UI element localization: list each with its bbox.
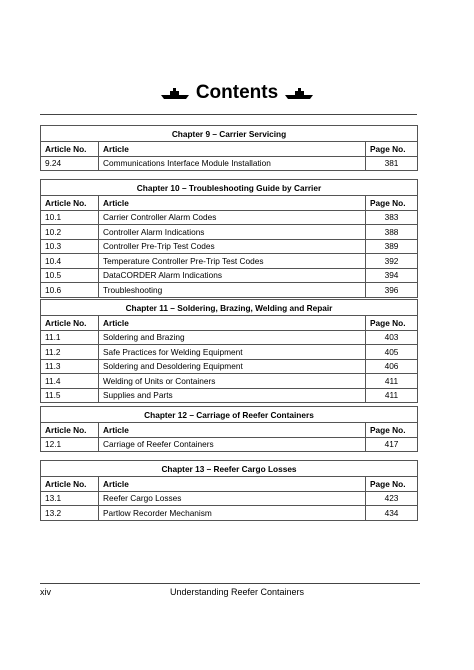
table-row [41,359,418,374]
article-title: Carriage of Reefer Containers [99,437,366,452]
article-number: 10.5 [41,268,99,283]
article-title: Carrier Controller Alarm Codes [99,210,366,225]
article-number: 11.5 [41,388,99,403]
table-row [41,506,418,521]
article-number: 13.2 [41,506,99,521]
chapter-title: Chapter 9 – Carrier Servicing [41,126,418,142]
table-row [41,437,418,452]
column-header-article: Article [99,423,366,438]
article-number: 11.2 [41,345,99,360]
page-number: 403 [366,330,418,345]
chapter-title: Chapter 13 – Reefer Cargo Losses [41,461,418,477]
chapter-table [40,299,418,403]
chapter-title: Chapter 11 – Soldering, Brazing, Welding and Repair [41,300,418,316]
footer-book-title: Understanding Reefer Containers [169,587,305,597]
chapter-table [40,125,418,171]
table-row [41,268,418,283]
footer-page-number: xiv [40,587,51,597]
article-number: 10.1 [41,210,99,225]
table-row [41,239,418,254]
footer-divider [40,583,420,584]
column-header-article-no: Article No. [41,316,99,331]
table-row [41,254,418,269]
article-number: 11.1 [41,330,99,345]
column-header-page-no: Page No. [366,142,418,157]
page-number: 396 [366,283,418,298]
article-title: DataCORDER Alarm Indications [99,268,366,283]
article-title: Soldering and Brazing [99,330,366,345]
column-header-page-no: Page No. [366,423,418,438]
chapter-title: Chapter 12 – Carriage of Reefer Containers [41,407,418,423]
page-number: 389 [366,239,418,254]
table-row [41,491,418,506]
page-number: 383 [366,210,418,225]
page-number: 411 [366,374,418,389]
page-title: Contents [195,82,279,103]
column-header-article-no: Article No. [41,142,99,157]
article-number: 10.4 [41,254,99,269]
page-number: 417 [366,437,418,452]
article-number: 10.6 [41,283,99,298]
article-number: 11.4 [41,374,99,389]
article-title: Reefer Cargo Losses [99,491,366,506]
article-number: 11.3 [41,359,99,374]
article-title: Safe Practices for Welding Equipment [99,345,366,360]
article-title: Troubleshooting [99,283,366,298]
page-number: 434 [366,506,418,521]
article-number: 10.3 [41,239,99,254]
page-number: 406 [366,359,418,374]
column-header-page-no: Page No. [366,477,418,492]
page-number: 381 [366,156,418,171]
ship-icon [284,86,314,100]
ship-icon [160,86,190,100]
column-header-article: Article [99,316,366,331]
article-title: Controller Alarm Indications [99,225,366,240]
article-title: Supplies and Parts [99,388,366,403]
article-title: Temperature Controller Pre-Trip Test Codes [99,254,366,269]
page-header [0,82,474,105]
article-title: Soldering and Desoldering Equipment [99,359,366,374]
column-header-article: Article [99,477,366,492]
chapter-table [40,460,418,521]
column-header-page-no: Page No. [366,196,418,211]
article-number: 9.24 [41,156,99,171]
table-row [41,210,418,225]
column-header-article: Article [99,142,366,157]
article-number: 12.1 [41,437,99,452]
header-divider [40,114,417,115]
page-number: 405 [366,345,418,360]
table-row [41,374,418,389]
page-number: 423 [366,491,418,506]
title-row [160,82,314,104]
article-number: 10.2 [41,225,99,240]
page-number: 411 [366,388,418,403]
article-title: Welding of Units or Containers [99,374,366,389]
article-number: 13.1 [41,491,99,506]
column-header-article-no: Article No. [41,477,99,492]
page-number: 388 [366,225,418,240]
table-row [41,283,418,298]
column-header-article-no: Article No. [41,196,99,211]
table-row [41,388,418,403]
article-title: Communications Interface Module Installation [99,156,366,171]
chapter-title: Chapter 10 – Troubleshooting Guide by Carrier [41,180,418,196]
column-header-article-no: Article No. [41,423,99,438]
table-row [41,330,418,345]
table-row [41,156,418,171]
page-number: 392 [366,254,418,269]
table-row [41,345,418,360]
column-header-article: Article [99,196,366,211]
table-row [41,225,418,240]
article-title: Controller Pre-Trip Test Codes [99,239,366,254]
article-title: Partlow Recorder Mechanism [99,506,366,521]
chapter-table [40,406,418,452]
column-header-page-no: Page No. [366,316,418,331]
chapter-table [40,179,418,298]
page-number: 394 [366,268,418,283]
